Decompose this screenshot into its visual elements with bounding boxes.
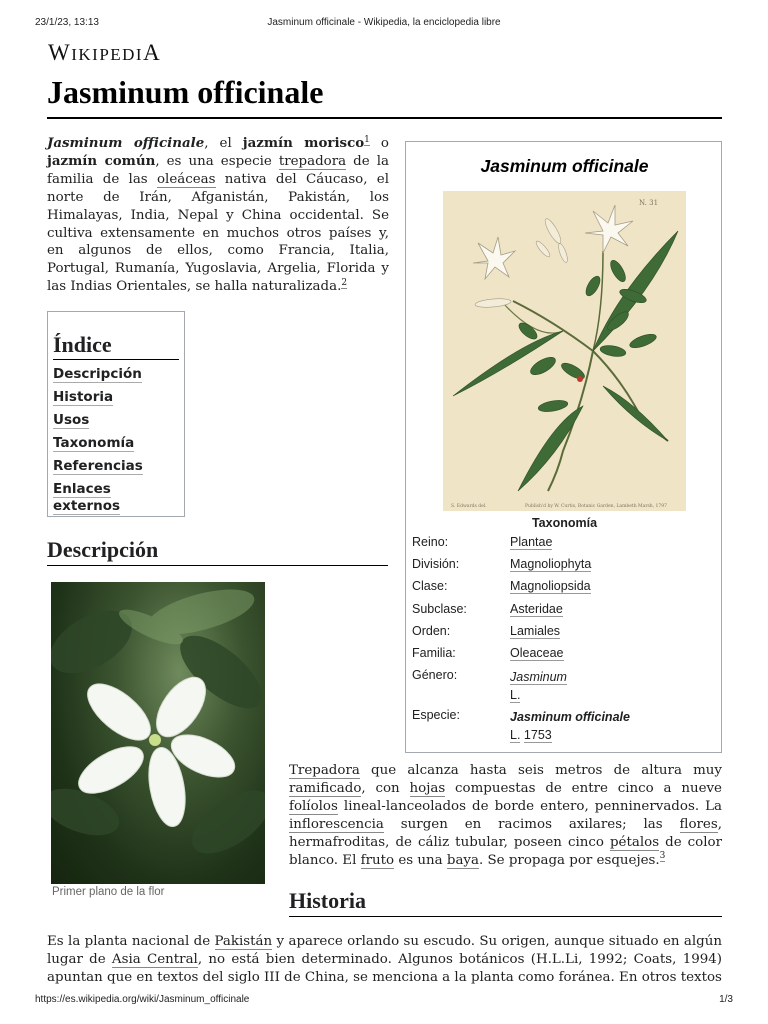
taxonomy-key: Clase: <box>412 579 448 594</box>
toc-item-enlaces-externos[interactable] <box>53 481 179 515</box>
desc-text: surgen en racimos axilares; las <box>383 816 680 832</box>
link-trepadora[interactable]: trepadora <box>278 153 347 169</box>
descripcion-paragraph <box>289 762 722 869</box>
link-oleaceas[interactable]: oleáceas <box>156 171 216 187</box>
taxonomy-key: Reino: <box>412 535 449 549</box>
hist-text: Es la planta nacional de <box>47 934 215 949</box>
print-datetime: 23/1/23, 13:13 <box>35 17 99 28</box>
desc-text: , con <box>361 780 410 796</box>
taxonomy-key: Subclase: <box>412 601 467 616</box>
link-fruto[interactable]: fruto <box>360 852 395 868</box>
taxonomy-value-link[interactable]: Magnoliopsida <box>510 579 591 594</box>
species-year-link[interactable]: 1753 <box>523 728 552 743</box>
genus-author-link[interactable]: L. <box>510 688 521 703</box>
taxonomy-table <box>412 535 630 744</box>
lead-text: , es una especie <box>155 153 279 169</box>
link-petalos[interactable]: pétalos <box>609 834 660 850</box>
link-hojas[interactable]: hojas <box>409 780 446 796</box>
toc-item-taxonomia[interactable] <box>53 435 179 452</box>
lead-common-name-2: jazmín común <box>47 152 156 169</box>
hist-text: , no está bien determinado. Algunos botánicos (H.L.Li, 1992; Coats, 1994) apuntan que en textos del siglo III de China, se menciona a la planta como foránea. En otros textos <box>47 951 722 985</box>
toc-item-usos[interactable] <box>53 412 179 429</box>
desc-text: , hermafroditas, de cáliz tubular, poseen cinco <box>289 816 722 850</box>
taxonomy-key: División: <box>412 557 460 572</box>
lead-text: o <box>369 136 389 151</box>
taxonomy-row-species <box>412 708 630 744</box>
taxonomy-row <box>412 624 630 646</box>
link-foliolos[interactable]: folíolos <box>289 798 338 814</box>
desc-text: lineal-lanceolados de borde entero, penninervados. La <box>337 798 722 814</box>
ref-2-link[interactable]: 2 <box>341 277 348 288</box>
wikipedia-wordmark[interactable] <box>48 40 161 66</box>
taxonomy-key: Orden: <box>412 623 451 638</box>
taxonomy-row <box>412 602 630 624</box>
print-page-title: Jasminum officinale - Wikipedia, la enciclopedia libre <box>267 17 501 28</box>
lead-paragraph <box>47 135 389 296</box>
taxonomy-key: Género: <box>412 668 458 683</box>
taxonomy-value-link[interactable]: Lamiales <box>510 623 561 638</box>
taxonomy-row <box>412 579 630 601</box>
desc-text: de color blanco. El <box>289 834 722 868</box>
taxonomy-value-link[interactable]: Oleaceae <box>510 645 564 660</box>
link-trepadora-desc[interactable]: Trepadora <box>289 763 360 778</box>
desc-text: que alcanza hasta seis metros de altura muy <box>359 763 722 778</box>
ref-1-link[interactable]: 1 <box>364 134 370 145</box>
taxonomy-value-link[interactable]: Magnoliophyta <box>510 557 592 572</box>
historia-paragraph <box>47 933 722 987</box>
link-ramificado[interactable]: ramificado <box>289 780 362 796</box>
lead-common-name-1: jazmín morisco <box>242 135 365 151</box>
toc-item-label: Usos <box>53 412 90 428</box>
toc-heading: Índice <box>53 332 179 360</box>
botanical-illustration[interactable] <box>443 191 686 511</box>
taxonomy-value-link[interactable]: Plantae <box>510 535 553 549</box>
section-heading-historia: Historia <box>289 888 722 917</box>
taxonomy-row <box>412 646 630 668</box>
wordmark-smallcaps: IKIPEDI <box>71 45 144 64</box>
ref-3-link[interactable]: 3 <box>659 851 666 862</box>
flower-photo-drawing <box>51 582 265 884</box>
print-header <box>0 17 768 31</box>
link-pakistan[interactable]: Pakistán <box>214 934 273 949</box>
toc-item-label: Enlaces externos <box>53 481 121 514</box>
lead-species-name: Jasminum officinale <box>47 135 205 151</box>
link-asia-central[interactable]: Asia Central <box>111 951 198 967</box>
hist-text: y aparece orlando su escudo. Su origen, aunque situado en algún lugar de <box>47 934 722 967</box>
botanical-illustration-drawing <box>443 191 686 511</box>
toc-item-label: Descripción <box>53 366 142 382</box>
toc-item-historia[interactable] <box>53 389 179 406</box>
print-page-number: 1/3 <box>719 994 733 1005</box>
taxonomy-row <box>412 557 630 579</box>
taxonomy-heading: Taxonomía <box>531 516 598 530</box>
flower-photo-caption: Primer plano de la flor <box>52 886 165 898</box>
wordmark-letter-a: A <box>143 40 162 65</box>
link-inflorescencia[interactable]: inflorescencia <box>289 816 384 832</box>
link-baya[interactable]: baya <box>446 852 479 868</box>
print-footer <box>0 994 768 1008</box>
lead-text: nativa del Cáucaso, el norte de Irán, Afganistán, Pakistán, los Himalayas, India, Nepal y China occidental. Se cultiva extensamente en muchos otros países y, en algunos de ellos, como Francia, Italia, Portugal, Rumanía, Yugoslavia, Argelia, Florida y las Indias Orientales, se halla naturalizada. <box>47 171 389 295</box>
title-divider <box>47 117 722 119</box>
print-url: https://es.wikipedia.org/wiki/Jasminum_officinale <box>35 994 250 1005</box>
species-author-link[interactable]: L. <box>510 728 521 743</box>
taxonomy-row-genus <box>412 668 630 708</box>
toc-item-label: Referencias <box>53 458 143 474</box>
plate-number: N. 31 <box>639 199 659 207</box>
desc-text: . Se propaga por esquejes. <box>478 852 660 868</box>
table-of-contents <box>47 311 185 517</box>
desc-text: compuestas de entre cinco a nueve <box>445 780 722 796</box>
genus-link[interactable]: Jasminum <box>510 670 567 685</box>
wordmark-letter-w: W <box>48 40 72 65</box>
page-title: Jasminum officinale <box>47 74 324 110</box>
flower-photo[interactable] <box>51 582 265 884</box>
link-flores[interactable]: flores <box>679 816 718 832</box>
toc-item-label: Taxonomía <box>53 435 135 451</box>
plate-left-caption: S. Edwards del. <box>451 504 487 509</box>
toc-item-referencias[interactable] <box>53 458 179 475</box>
section-heading-descripcion: Descripción <box>47 537 388 566</box>
taxonomy-key: Especie: <box>412 708 460 723</box>
infobox-title: Jasminum officinale <box>480 156 649 176</box>
toc-item-descripcion[interactable] <box>53 366 179 383</box>
lead-text: , el <box>204 136 243 151</box>
plate-right-caption: Publish'd by W. Curtis, Botanic Garden, Lambeth Marsh, 1797 <box>525 504 668 509</box>
taxonomy-key: Familia: <box>412 645 456 660</box>
lead-text: de la familia de las <box>47 153 389 187</box>
toc-item-label: Historia <box>53 389 114 405</box>
desc-text: es una <box>394 852 447 868</box>
taxonomy-row <box>412 535 630 557</box>
species-name: Jasminum officinale <box>510 710 630 725</box>
taxonomy-value-link[interactable]: Asteridae <box>510 601 563 616</box>
taxonomy-infobox <box>405 141 722 753</box>
